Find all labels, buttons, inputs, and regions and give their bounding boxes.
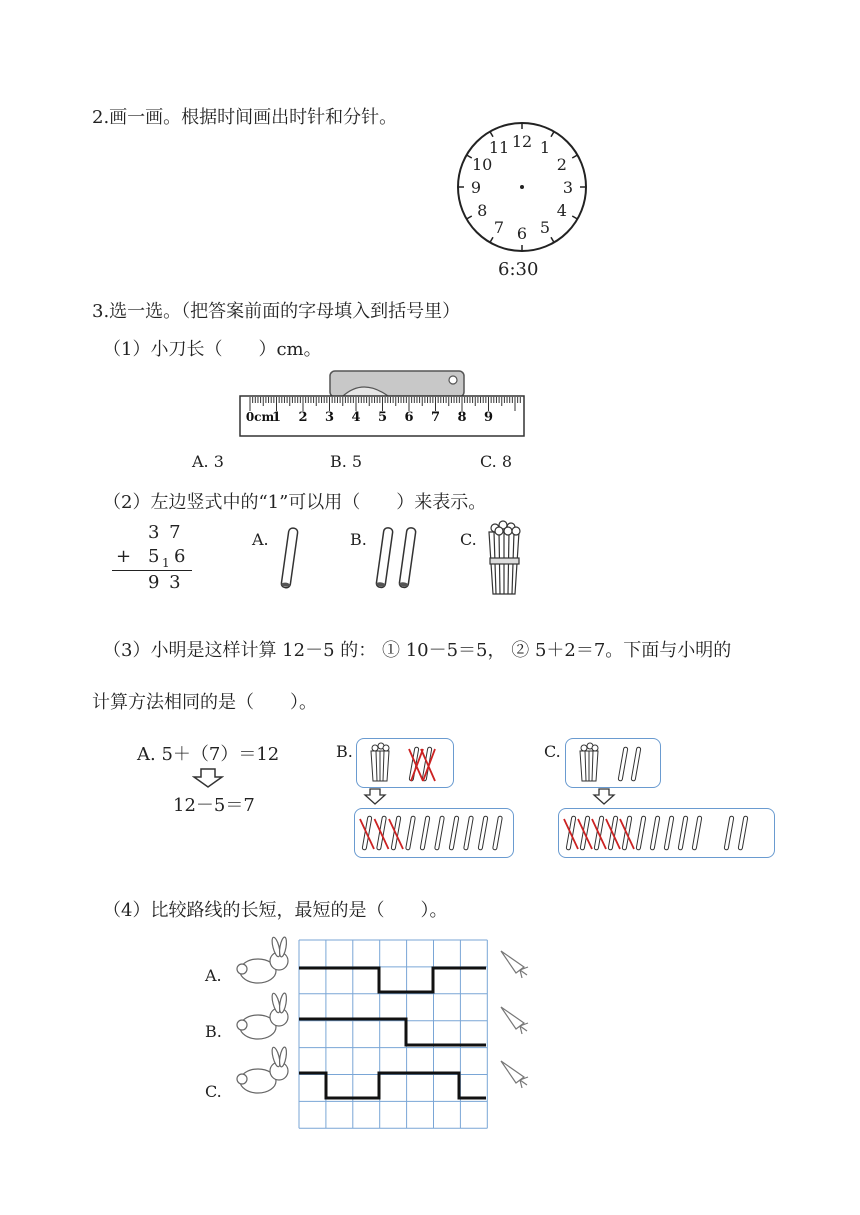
carry-digit: 1: [162, 556, 170, 570]
q3-4-stem: （4）比较路线的长短，最短的是（ ）。: [103, 900, 448, 921]
q3-2-option-b[interactable]: B.: [350, 530, 367, 549]
clock-number: 11: [488, 138, 510, 158]
clock-number: 7: [493, 217, 505, 237]
clock-number: 4: [556, 201, 567, 220]
c-top-box: [565, 738, 661, 788]
clock-number: 12: [511, 132, 533, 151]
carrot-icon: [501, 1007, 528, 1034]
q3-1-option-c[interactable]: C. 8: [480, 452, 513, 471]
bundle-and-crossed-sticks: [357, 739, 453, 787]
rabbit-icon: [237, 993, 288, 1039]
bundle-and-two-sticks: [566, 739, 660, 787]
sum-result: 9 3: [148, 572, 183, 593]
clock-number: 2: [556, 155, 567, 174]
rabbit-icon: [237, 1047, 288, 1093]
ruler-number: 7: [430, 410, 441, 425]
q3-3-stem-line2: 计算方法相同的是（ ）。: [92, 692, 317, 713]
b-ten-sticks-crossed: [355, 809, 513, 857]
ruler-number: 5: [377, 410, 388, 425]
q3-3-option-a-line2: 12－5＝7: [173, 795, 255, 816]
ruler-figure: [238, 368, 528, 440]
q2-title: 2.画一画。根据时间画出时针和分针。: [92, 107, 398, 128]
clock-number: 9: [470, 178, 482, 197]
q3-2-stem: （2）左边竖式中的“1”可以用（ ）来表示。: [103, 492, 487, 513]
q3-3-option-c[interactable]: C.: [544, 742, 561, 761]
clock-time: 6:30: [498, 259, 539, 280]
ruler-number: 3: [324, 410, 335, 425]
ruler-number: 1: [271, 410, 282, 425]
clock-number: 3: [562, 178, 574, 197]
rabbit-icon: [237, 937, 288, 983]
two-sticks-icon: [372, 525, 422, 591]
bundle-of-ten-sticks-icon: [483, 518, 525, 600]
q3-1-stem: （1）小刀长（ ）cm。: [103, 339, 322, 360]
ruler-number: 8: [457, 410, 467, 425]
vertical-addition: [112, 520, 202, 600]
ruler-number: 2: [298, 410, 308, 425]
c-bottom-box: [558, 808, 775, 858]
route-grid-figure: [236, 935, 536, 1130]
q3-2-option-c[interactable]: C.: [460, 530, 477, 549]
q3-3-option-a-line1[interactable]: A. 5＋（7）＝12: [137, 744, 280, 765]
c-twelve-sticks-crossed: [559, 809, 774, 857]
clock-number: 1: [539, 138, 551, 158]
carrot-icon: [501, 1061, 528, 1088]
clock-face[interactable]: [450, 120, 595, 260]
addend-2-tens: 5: [148, 546, 160, 567]
single-stick-icon: [275, 525, 305, 591]
ruler-number: 9: [483, 410, 494, 425]
route-label-b[interactable]: B.: [205, 1022, 222, 1041]
sum-line: [112, 570, 192, 571]
down-arrow-icon: [192, 767, 224, 789]
q3-3-option-b[interactable]: B.: [336, 742, 353, 761]
carrot-icon: [501, 951, 528, 978]
clock-number: 8: [477, 201, 488, 220]
route-label-a[interactable]: A.: [205, 966, 222, 985]
ruler-number: 4: [351, 410, 361, 425]
clock-number: 6: [516, 224, 528, 243]
addend-2-ones: 6: [174, 546, 186, 567]
b-bottom-box: [354, 808, 514, 858]
b-down-arrow-icon: [363, 788, 387, 806]
plus-sign: +: [116, 546, 132, 567]
route-label-c[interactable]: C.: [205, 1082, 222, 1101]
ruler-number: 6: [404, 410, 414, 425]
b-top-box: [356, 738, 454, 788]
c-down-arrow-icon: [592, 788, 616, 806]
q3-1-option-b[interactable]: B. 5: [330, 452, 363, 471]
q3-title: 3.选一选。（把答案前面的字母填入到括号里）: [92, 301, 461, 322]
ruler-unit-label: 0cm: [245, 410, 275, 424]
addend-1: 3 7: [148, 522, 183, 543]
q3-2-option-a[interactable]: A.: [252, 530, 269, 549]
q3-1-option-a[interactable]: A. 3: [192, 452, 224, 471]
clock-number: 5: [539, 217, 551, 237]
q3-3-stem-line1: （3）小明是这样计算 12－5 的： ① 10－5＝5， ② 5＋2＝7。下面与小明的: [103, 640, 732, 661]
clock-number: 10: [471, 155, 493, 174]
